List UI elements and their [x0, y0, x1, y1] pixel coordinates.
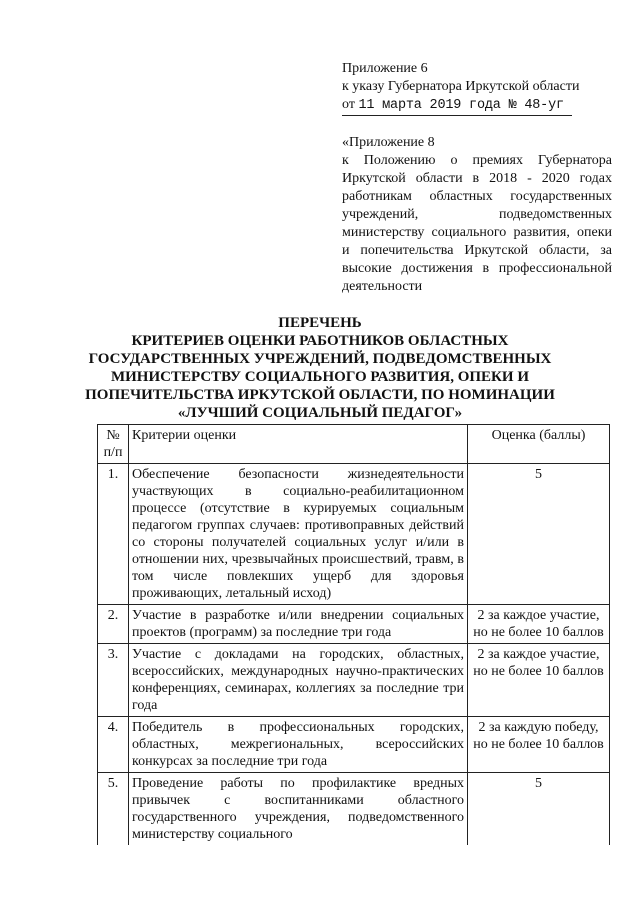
title-line-5: ПОПЕЧИТЕЛЬСТВА ИРКУТСКОЙ ОБЛАСТИ, ПО НОМИНАЦИИ: [85, 387, 555, 403]
header-number: [98, 425, 129, 464]
row-criteria: Участие в разработке и/или внедрении социальных проектов (программ) за последние три года: [129, 605, 468, 644]
table-row: [98, 717, 610, 773]
table-row: [98, 464, 610, 605]
table-header-row: [98, 425, 610, 464]
appendix-8-header: [342, 134, 612, 296]
row-score: 2 за каждое участие, но не более 10 баллов: [468, 644, 610, 717]
row-criteria: Проведение работы по профилактике вредных привычек с воспитанниками областного государственного учреждения, подведомственного министерству социального: [129, 773, 468, 846]
row-number: 3.: [98, 644, 129, 717]
row-number: 1.: [98, 464, 129, 605]
row-number: 5.: [98, 773, 129, 846]
table-row: [98, 644, 610, 717]
row-score: 2 за каждое участие, но не более 10 баллов: [468, 605, 610, 644]
document-title: [80, 314, 560, 422]
header-score: Оценка (баллы): [468, 425, 610, 464]
row-number: 4.: [98, 717, 129, 773]
table-row: [98, 773, 610, 846]
title-line-6: «ЛУЧШИЙ СОЦИАЛЬНЫЙ ПЕДАГОГ»: [177, 405, 463, 421]
row-criteria: Победитель в профессиональных городских, областных, межрегиональных, всероссийских конкурсах за последние три года: [129, 717, 468, 773]
appendix-8-text: к Положению о премиях Губернатора Иркутской области в 2018 - 2020 годах работникам областных государственных учреждений, подведомственных министерству социального развития, опеки и попечительства Иркутской области, за высокие достижения в профессиональной деятельности: [342, 153, 612, 294]
row-score: 5: [468, 464, 610, 605]
row-criteria: Обеспечение безопасности жизнедеятельности участвующих в социально-реабилитационном процессе (отсутствие в курируемых социальным педагогом группах случаев: противоправных действий со стороны получателей социальных услуг и/или в отношении них, чрезвычайных происшествий, травм, в том числе повлекших ущерб для здоровья проживающих, летальный исход): [129, 464, 468, 605]
row-score: 2 за каждую победу, но не более 10 баллов: [468, 717, 610, 773]
appendix-from-label: от: [342, 97, 355, 112]
title-line-4: МИНИСТЕРСТВУ СОЦИАЛЬНОГО РАЗВИТИЯ, ОПЕКИ И: [110, 369, 529, 385]
title-line-3: ГОСУДАРСТВЕННЫХ УЧРЕЖДЕНИЙ, ПОДВЕДОМСТВЕННЫХ: [88, 351, 552, 367]
appendix-decree-date: [342, 96, 612, 116]
criteria-table: [97, 424, 610, 845]
header-criteria: Критерии оценки: [129, 425, 468, 464]
appendix-8-title: «Приложение 8: [342, 135, 435, 150]
header-number-line2: п/п: [103, 445, 123, 460]
header-number-line1: №: [106, 428, 120, 443]
appendix-decree-ref: к указу Губернатора Иркутской области: [342, 79, 580, 94]
table-row: [98, 605, 610, 644]
appendix-number: Приложение 6: [342, 61, 428, 76]
row-criteria: Участие с докладами на городских, областных, всероссийских, международных научно-практических конференциях, семинарах, коллегиях за последние три года: [129, 644, 468, 717]
row-score: 5: [468, 773, 610, 846]
row-number: 2.: [98, 605, 129, 644]
appendix-header: [342, 60, 612, 116]
decree-date-number: 11 марта 2019 года № 48-уг: [358, 98, 564, 113]
title-line-1: ПЕРЕЧЕНЬ: [278, 315, 362, 331]
title-line-2: КРИТЕРИЕВ ОЦЕНКИ РАБОТНИКОВ ОБЛАСТНЫХ: [131, 333, 509, 349]
